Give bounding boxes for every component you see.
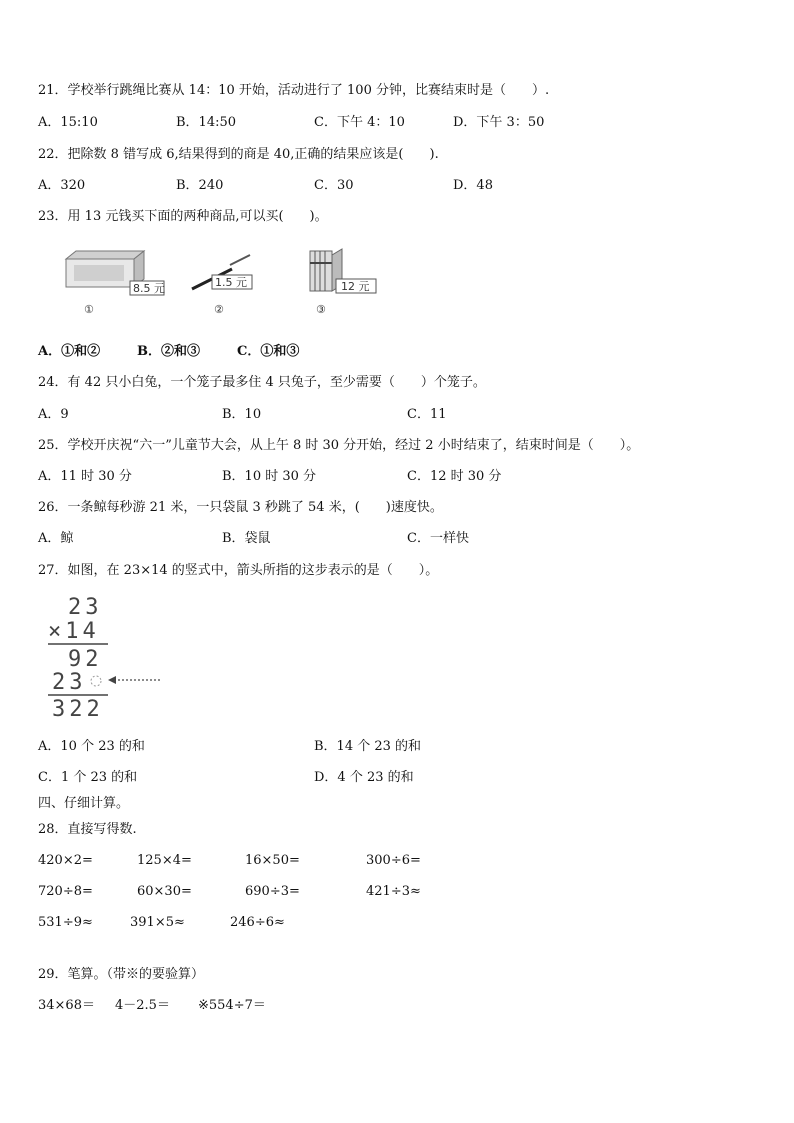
q22-option-c[interactable]: C．30 bbox=[314, 178, 354, 193]
q21-option-d[interactable]: D．下午 3：50 bbox=[453, 115, 545, 130]
vertical-multiplication-figure bbox=[46, 592, 176, 722]
q24-option-c[interactable]: C．11 bbox=[407, 407, 447, 422]
q28-item: 246÷6≈ bbox=[230, 915, 285, 930]
q25-option-a[interactable]: A．11 时 30 分 bbox=[38, 469, 132, 484]
q27-option-c[interactable]: C．1 个 23 的和 bbox=[38, 770, 138, 785]
q27-option-d[interactable]: D．4 个 23 的和 bbox=[314, 770, 414, 785]
q26-stem: 26．一条鲸每秒游 21 米，一只袋鼠 3 秒跳了 54 米，( )速度快。 bbox=[38, 500, 443, 515]
q23-option-c[interactable]: C．①和③ bbox=[237, 344, 300, 359]
calc-row-multiplicand: 23 bbox=[68, 595, 103, 620]
item2-price: 1.5 元 bbox=[215, 276, 247, 289]
item3-price: 12 元 bbox=[341, 280, 370, 293]
q22-option-b[interactable]: B．240 bbox=[176, 178, 224, 193]
q23-option-a[interactable]: A．①和② bbox=[38, 344, 101, 359]
q23-option-b[interactable]: B．②和③ bbox=[137, 344, 200, 359]
q29-item: 4－2.5＝ bbox=[115, 998, 170, 1013]
calc-row-multiplier: ×14 bbox=[48, 619, 100, 644]
q26-option-a[interactable]: A．鲸 bbox=[38, 531, 74, 546]
q26-option-b[interactable]: B．袋鼠 bbox=[222, 531, 271, 546]
item1-number: ① bbox=[84, 303, 94, 316]
q21-option-c[interactable]: C．下午 4：10 bbox=[314, 115, 405, 130]
q21-stem: 21．学校举行跳绳比赛从 14：10 开始，活动进行了 100 分钟，比赛结束时是（ ）. bbox=[38, 83, 550, 98]
q28-item: 420×2= bbox=[38, 853, 93, 868]
q21-option-b[interactable]: B．14:50 bbox=[176, 115, 237, 130]
arrow-icon bbox=[108, 676, 160, 684]
q25-option-c[interactable]: C．12 时 30 分 bbox=[407, 469, 502, 484]
q24-stem: 24．有 42 只小白兔，一个笼子最多住 4 只兔子，至少需要（ ）个笼子。 bbox=[38, 375, 486, 390]
q23-stem: 23．用 13 元钱买下面的两种商品,可以买( )。 bbox=[38, 209, 328, 224]
calc-row-partial2: 23 bbox=[52, 670, 87, 695]
q28-item: 531÷9≈ bbox=[38, 915, 93, 930]
abacus-image bbox=[306, 245, 396, 320]
section-heading: 四、仔细计算。 bbox=[38, 796, 130, 811]
pencil-box-image bbox=[60, 245, 170, 320]
q28-item: 421÷3≈ bbox=[366, 884, 421, 899]
calc-row-partial1: 92 bbox=[68, 647, 103, 672]
q21-option-a[interactable]: A．15:10 bbox=[38, 115, 98, 130]
q28-item: 720÷8= bbox=[38, 884, 93, 899]
q28-item: 690÷3= bbox=[245, 884, 300, 899]
pen-image bbox=[188, 245, 278, 320]
q22-option-d[interactable]: D．48 bbox=[453, 178, 493, 193]
q28-stem: 28．直接写得数. bbox=[38, 822, 137, 837]
q29-stem: 29．笔算。（带※的要验算） bbox=[38, 967, 205, 982]
q28-item: 60×30= bbox=[137, 884, 192, 899]
q24-option-a[interactable]: A．9 bbox=[38, 407, 69, 422]
q28-item: 391×5≈ bbox=[130, 915, 185, 930]
q22-stem: 22．把除数 8 错写成 6,结果得到的商是 40,正确的结果应该是( ). bbox=[38, 147, 439, 162]
placeholder-zero-mark bbox=[91, 676, 101, 686]
q27-option-b[interactable]: B．14 个 23 的和 bbox=[314, 739, 422, 754]
q25-option-b[interactable]: B．10 时 30 分 bbox=[222, 469, 317, 484]
q27-stem: 27．如图，在 23×14 的竖式中，箭头所指的这步表示的是（ ）。 bbox=[38, 563, 439, 578]
q29-item: 34×68＝ bbox=[38, 998, 95, 1013]
q28-item: 16×50= bbox=[245, 853, 300, 868]
q27-option-a[interactable]: A．10 个 23 的和 bbox=[38, 739, 145, 754]
item1-price: 8.5 元 bbox=[133, 282, 165, 295]
q26-option-c[interactable]: C．一样快 bbox=[407, 531, 469, 546]
calc-row-result: 322 bbox=[52, 697, 104, 722]
item3-number: ③ bbox=[316, 303, 326, 316]
q29-item: ※554÷7＝ bbox=[198, 998, 266, 1013]
q22-option-a[interactable]: A．320 bbox=[38, 178, 86, 193]
q25-stem: 25．学校开庆祝“六一”儿童节大会，从上午 8 时 30 分开始，经过 2 小时结束了，结束时间是（ ）。 bbox=[38, 438, 640, 453]
item2-number: ② bbox=[214, 303, 224, 316]
q28-item: 125×4= bbox=[137, 853, 192, 868]
q28-item: 300÷6= bbox=[366, 853, 421, 868]
q24-option-b[interactable]: B．10 bbox=[222, 407, 262, 422]
